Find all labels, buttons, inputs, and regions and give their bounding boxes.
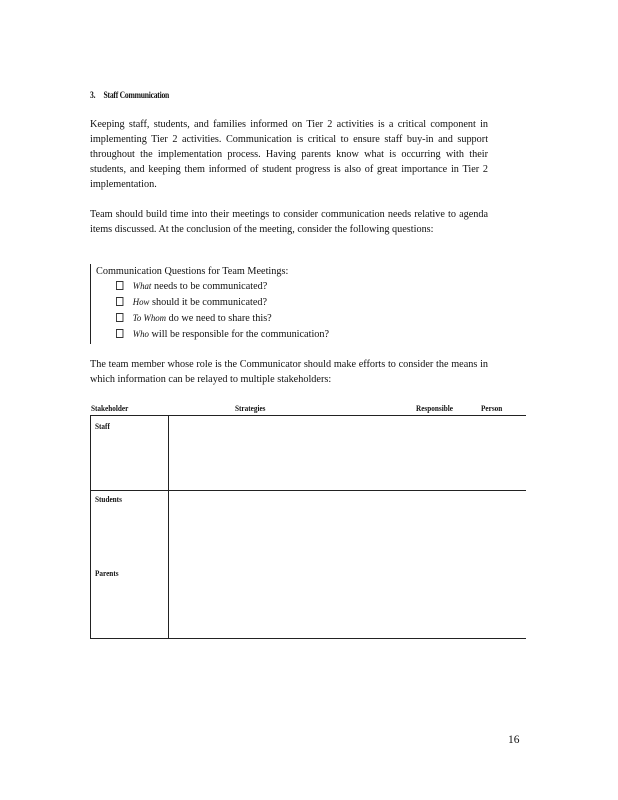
section-heading <box>90 90 169 100</box>
checkbox-icon <box>116 313 123 322</box>
header-responsible: Responsible <box>416 403 453 413</box>
question-item <box>116 279 376 295</box>
questions-list <box>96 279 396 343</box>
header-stakeholder: Stakeholder <box>91 403 129 413</box>
table-column-divider <box>168 415 169 638</box>
question-item <box>116 295 376 311</box>
question-rest: will be responsible for the communication? <box>148 328 330 340</box>
table-left-border <box>90 415 91 638</box>
questions-callout <box>90 264 396 344</box>
section-title: Staff Communication <box>103 90 170 100</box>
question-item <box>116 327 376 343</box>
table-bottom-rule <box>90 638 526 639</box>
row-label-parents: Parents <box>95 568 119 578</box>
table-row-divider <box>90 490 526 491</box>
question-item <box>116 311 376 327</box>
question-rest: needs to be communicated? <box>151 280 268 292</box>
question-rest: do we need to share this? <box>166 312 272 324</box>
header-person: Person <box>481 403 503 413</box>
checkbox-icon <box>116 297 123 306</box>
question-lead: How <box>132 298 150 308</box>
question-lead: What <box>132 282 152 292</box>
row-label-students: Students <box>95 494 122 504</box>
header-strategies: Strategies <box>235 403 266 413</box>
table-top-rule <box>90 415 526 416</box>
section-number: 3. <box>90 90 96 100</box>
checkbox-icon <box>116 281 123 290</box>
paragraph-intro: Keeping staff, students, and families informed on Tier 2 activities is a critical component in implementing Tier 2 activities. Communication is critical to ensure staff buy-in and support throughout the implementation process. Having parents know what is occurring with their students, and keeping them informed of student progress is also of great importance in Tier 2 implementation. <box>90 118 489 190</box>
page-number: 16 <box>508 734 520 746</box>
checkbox-icon <box>116 329 123 338</box>
question-rest: should it be communicated? <box>149 296 268 308</box>
row-label-staff: Staff <box>95 421 110 431</box>
callout-title: Communication Questions for Team Meetings: <box>96 265 289 277</box>
paragraph-communicator: The team member whose role is the Communicator should make efforts to consider the means in which information can be relayed to multiple stakeholders: <box>90 358 489 385</box>
question-lead: To Whom <box>132 314 167 324</box>
question-lead: Who <box>132 330 149 340</box>
paragraph-team-time: Team should build time into their meetings to consider communication needs relative to agenda items discussed. At the conclusion of the meeting, consider the following questions: <box>90 208 489 235</box>
